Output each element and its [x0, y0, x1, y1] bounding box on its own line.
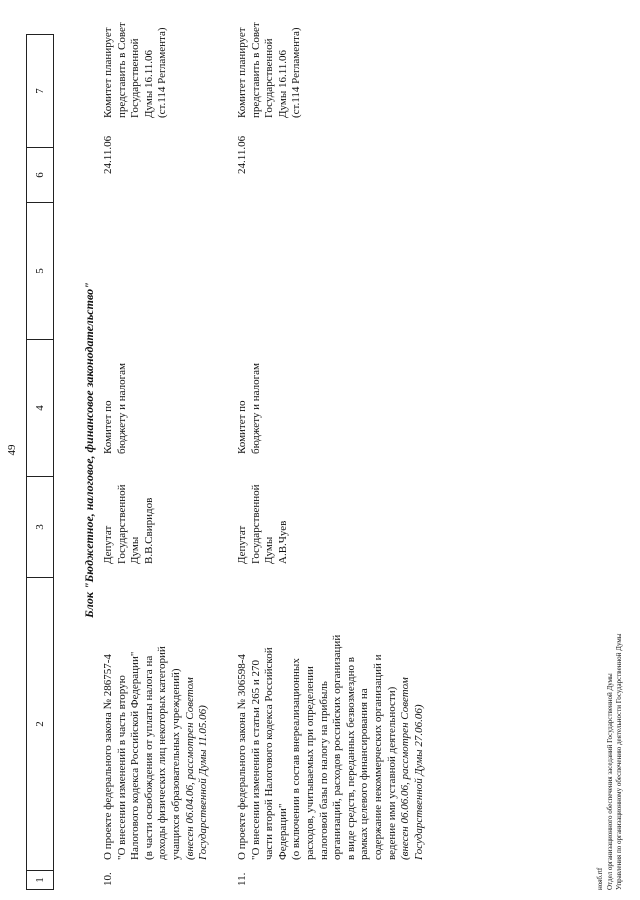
page-number: 49 — [6, 444, 18, 456]
block-title: Блок "Бюджетное, налоговое, финансовое законодательство" — [82, 282, 96, 618]
column-header-1: 1 — [27, 871, 54, 890]
title-line: расходов, учитываемых при определении — [303, 666, 316, 860]
title-line: в виде средств, переданных безвозмездно в — [344, 657, 357, 860]
committee-line: Комитет по — [236, 400, 248, 454]
column-header-table — [26, 34, 54, 890]
row-number: 11. — [236, 872, 248, 886]
note-line: представить в Совет — [115, 22, 128, 118]
title-line: рамках целевого финансирования на — [358, 688, 371, 860]
row-date: 24.11.06 — [102, 135, 114, 174]
column-header-3: 3 — [27, 477, 54, 578]
committee-line: бюджету и налогам — [115, 363, 128, 454]
note-line: Государственной — [263, 38, 276, 118]
title-line: доходы физических лиц некоторых категорий — [156, 646, 169, 860]
note-line: (ст.114 Регламента) — [156, 27, 169, 118]
submission-note: Государственной Думы 11.05.06) — [197, 705, 210, 860]
initiator-line: Государственной — [249, 484, 262, 564]
column-header-4: 4 — [27, 340, 54, 477]
column-header-6: 6 — [27, 148, 54, 203]
row-note — [102, 8, 170, 118]
title-line: О проекте федерального закона № 306598-4 — [236, 654, 248, 860]
initiator-line: Депутат — [236, 525, 248, 564]
note-line: Думы 16.11.06 — [276, 49, 289, 118]
title-line: учащихся образовательных учреждений) — [169, 668, 182, 860]
note-line: Государственной — [129, 38, 142, 118]
document-footer — [596, 634, 625, 890]
initiator-line: Депутат — [102, 525, 114, 564]
row-committee — [236, 314, 263, 454]
note-line: Комитет планирует — [102, 27, 114, 118]
title-line: содержание некоммерческих организаций и — [371, 654, 384, 860]
row-committee — [102, 314, 129, 454]
title-line: ведение ими уставной деятельности) — [385, 686, 398, 860]
column-header-5: 5 — [27, 203, 54, 340]
row-title — [236, 560, 426, 860]
submission-note: (внесен 06.06.06, рассмотрен Советом — [399, 677, 412, 860]
title-line: (о включении в состав внереализационных — [290, 658, 303, 860]
row-title — [102, 560, 211, 860]
note-line: Думы 16.11.06 — [142, 49, 155, 118]
title-line: "О внесении изменений в часть вторую — [115, 675, 128, 860]
initiator-line: А.В.Чуев — [276, 520, 289, 564]
column-header-2: 2 — [27, 578, 54, 871]
note-line: (ст.114 Регламента) — [290, 27, 303, 118]
title-line: налоговой базы по налогу на прибыль — [317, 681, 330, 860]
footer-directorate: Управления по организационному обеспечению деятельности Государственной Думы — [615, 633, 623, 890]
footer-department: Отдел организационного обеспечения заседаний Государственной Думы — [605, 673, 614, 890]
row-number: 10. — [102, 872, 114, 886]
title-line: (в части освобождения от уплаты налога на — [142, 655, 155, 860]
title-line: организаций, расходов российских организаций — [331, 634, 344, 860]
footer-filename: нояб.rtf — [596, 867, 604, 890]
committee-line: бюджету и налогам — [249, 363, 262, 454]
note-line: Комитет планирует — [236, 27, 248, 118]
title-line: Налогового кодекса Российской Федерации" — [129, 651, 142, 860]
row-initiator — [102, 464, 156, 564]
note-line: представить в Совет — [249, 22, 262, 118]
initiator-line: В.В.Свиридов — [142, 497, 155, 564]
title-line: "О внесении изменений в статьи 265 и 270 — [249, 659, 262, 860]
title-line: Федерации" — [276, 803, 289, 860]
initiator-line: Государственной — [115, 484, 128, 564]
row-date: 24.11.06 — [236, 135, 248, 174]
column-header-7: 7 — [27, 35, 54, 148]
initiator-line: Думы — [263, 536, 276, 564]
row-note — [236, 8, 304, 118]
committee-line: Комитет по — [102, 400, 114, 454]
title-line: части второй Налогового кодекса Российской — [263, 647, 276, 860]
title-line: О проекте федерального закона № 286757-4 — [102, 654, 114, 860]
submission-note: (внесен 06.04.06, рассмотрен Советом — [183, 677, 196, 860]
row-initiator — [236, 464, 290, 564]
submission-note: Государственной Думы 27.06.06) — [412, 704, 425, 860]
initiator-line: Думы — [129, 536, 142, 564]
